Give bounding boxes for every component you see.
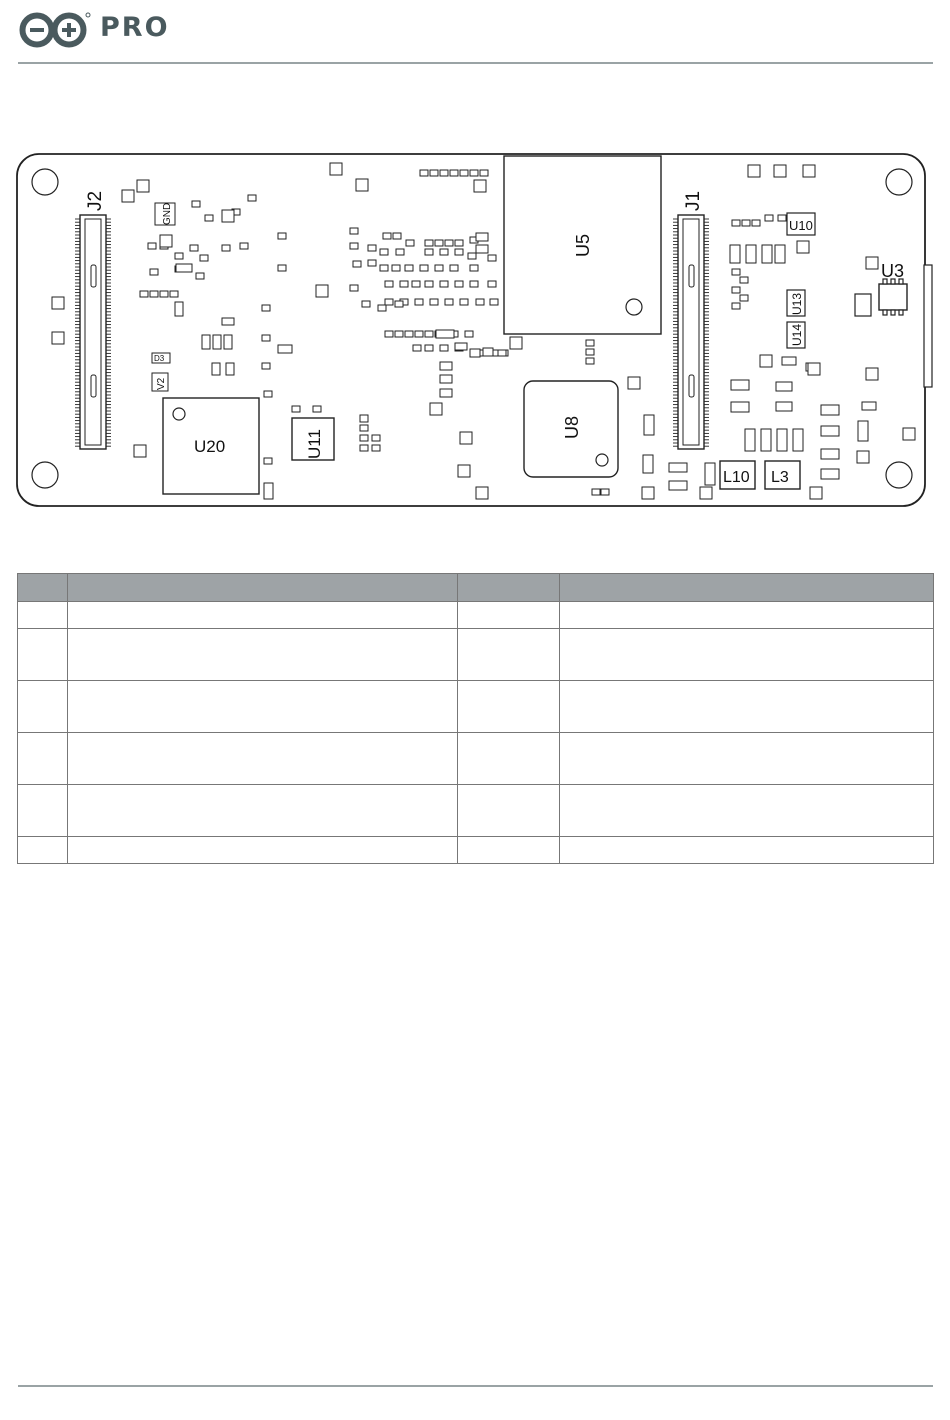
brand-title: PRO: [100, 12, 170, 43]
table-cell: [18, 785, 68, 837]
label-u11: U11: [305, 429, 324, 459]
table-cell: [560, 602, 934, 629]
table-cell: [67, 837, 457, 864]
table-cell: [457, 733, 560, 785]
table-cell: [67, 681, 457, 733]
table-cell: [560, 681, 934, 733]
table-header-cell: [67, 574, 457, 602]
label-j1: J1: [683, 190, 704, 211]
label-u13: U13: [790, 292, 804, 315]
table-cell: [18, 681, 68, 733]
label-l3: L3: [771, 469, 789, 486]
table-cell: [18, 602, 68, 629]
table-cell: [560, 733, 934, 785]
header-divider: [18, 62, 933, 64]
table-cell: [457, 785, 560, 837]
label-u5: U5: [573, 233, 593, 257]
table-cell: [457, 681, 560, 733]
table-row: [18, 681, 934, 733]
table-header-cell: [560, 574, 934, 602]
table-cell: [18, 629, 68, 681]
page-header: [0, 0, 950, 64]
table-cell: [18, 837, 68, 864]
label-j2: J2: [85, 190, 106, 211]
table-cell: [67, 785, 457, 837]
table-row: [18, 733, 934, 785]
table-row: [18, 837, 934, 864]
table-cell: [18, 733, 68, 785]
table-cell: [457, 602, 560, 629]
label-u8: U8: [562, 415, 582, 439]
label-l10: L10: [723, 469, 750, 486]
table-cell: [560, 837, 934, 864]
label-u3: U3: [881, 261, 905, 281]
label-u20: U20: [194, 437, 226, 456]
label-d3: D3: [154, 354, 165, 363]
table-row: [18, 785, 934, 837]
table-cell: [560, 785, 934, 837]
footer-divider: [18, 1385, 933, 1387]
table-cell: [560, 629, 934, 681]
label-u14: U14: [790, 323, 804, 346]
label-u10: U10: [789, 218, 813, 233]
table-cell: [457, 629, 560, 681]
label-gnd: GND: [162, 202, 173, 225]
label-v2: V2: [156, 377, 167, 390]
table-cell: [67, 733, 457, 785]
arduino-infinity-logo-icon: [18, 10, 94, 55]
table-header-cell: [457, 574, 560, 602]
table-cell: [457, 837, 560, 864]
table-cell: [67, 629, 457, 681]
board-top-view-drawing: [0, 145, 950, 520]
table-cell: [67, 602, 457, 629]
table-row: [18, 629, 934, 681]
data-table: [17, 573, 934, 864]
table-row: [18, 602, 934, 629]
table-header-row: [18, 574, 934, 602]
table-header-cell: [18, 574, 68, 602]
